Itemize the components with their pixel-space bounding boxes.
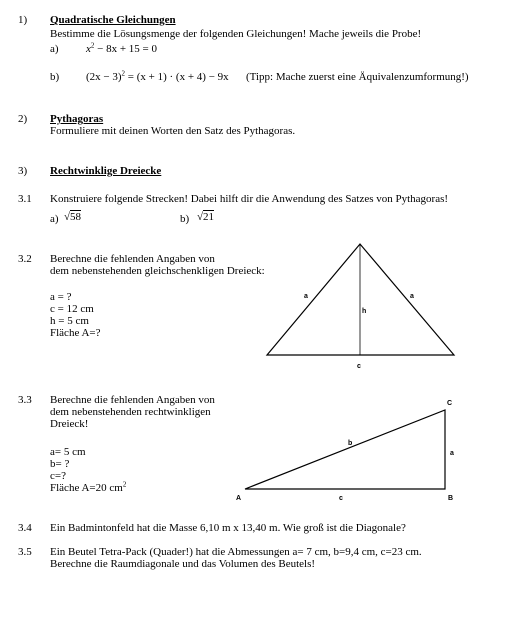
side-a-label: a <box>450 450 454 457</box>
task-3-2-given-c: c = 12 cm <box>50 303 94 315</box>
section-2-title: Pythagoras <box>50 113 104 125</box>
task-3-3-given-c: c=? <box>50 470 66 482</box>
task-1a-label: a) <box>50 43 59 55</box>
task-3-5-number: 3.5 <box>18 546 32 558</box>
task-3-2-line1: Berechne die fehlenden Angaben von <box>50 253 215 265</box>
task-3-2-given-area: Fläche A=? <box>50 327 101 339</box>
triangle-height-h: h <box>362 308 367 315</box>
section-3-number: 3) <box>18 165 28 177</box>
task-3-1-number: 3.1 <box>18 193 32 205</box>
task-3-1a-label: a) <box>50 213 59 225</box>
task-3-3-line2: dem nebenstehenden rechtwinkligen <box>50 406 211 418</box>
task-3-3-line1: Berechne die fehlenden Angaben von <box>50 394 215 406</box>
task-1b-label: b) <box>50 71 60 83</box>
task-3-3-given-b: b= ? <box>50 458 70 470</box>
task-3-2-given-h: h = 5 cm <box>50 315 89 327</box>
triangle-side-a-left: a <box>304 293 308 300</box>
side-b-label: b <box>348 440 353 447</box>
sqrt-icon: √ <box>64 211 71 223</box>
task-3-1-text: Konstruiere folgende Strecken! Dabei hilft dir die Anwendung des Satzes von Pythagoras! <box>50 193 449 205</box>
vertex-B: B <box>448 495 454 502</box>
task-3-3-line3: Dreieck! <box>50 418 89 430</box>
task-3-4-number: 3.4 <box>18 522 32 534</box>
triangle-side-a-right: a <box>410 293 414 300</box>
task-3-1b-label: b) <box>180 213 190 225</box>
task-3-2-line2: dem nebenstehenden gleichschenkligen Dreieck: <box>50 265 265 277</box>
section-2-instruction: Formuliere mit deinen Worten den Satz des Pythagoras. <box>50 125 296 137</box>
section-1-number: 1) <box>18 14 28 26</box>
task-3-5-line1: Ein Beutel Tetra-Pack (Quader!) hat die Abmessungen a= 7 cm, b=9,4 cm, c=23 cm. <box>50 546 422 558</box>
task-3-5-line2: Berechne die Raumdiagonale und das Volumen des Beutels! <box>50 558 316 570</box>
task-1b-tip: (Tipp: Mache zuerst eine Äquivalenzumformung!) <box>246 71 469 83</box>
sqrt-icon: √ <box>197 211 204 223</box>
section-2-number: 2) <box>18 113 28 125</box>
task-1a-equation: $x^2 - 8x + 15 = 0$ <box>86 41 158 55</box>
right-triangle <box>245 410 445 489</box>
section-1-instruction: Bestimme die Lösungsmenge der folgenden Gleichungen! Mache jeweils die Probe! <box>50 28 422 40</box>
task-3-3-given-area: Fläche A=20 $cm^2$ <box>50 480 127 494</box>
section-1-title: Quadratische Gleichungen <box>50 14 176 26</box>
task-3-1b-sqrt: √21 <box>197 211 215 223</box>
task-3-4-text: Ein Badmintonfeld hat die Masse 6,10 m x 13,40 m. Wie groß ist die Diagonale? <box>50 522 406 534</box>
task-3-1a-sqrt: √58 <box>64 211 82 223</box>
vertex-A: A <box>236 495 242 502</box>
section-3-title: Rechtwinklige Dreiecke <box>50 165 162 177</box>
task-3-2-given-a: a = ? <box>50 291 72 303</box>
task-3-3-given-a: a= 5 cm <box>50 446 86 458</box>
side-c-label: c <box>339 495 343 502</box>
vertex-C: C <box>447 400 453 407</box>
task-1b-equation: $(2x - 3)^2 = (x + 1) \cdot (x + 4) - 9x$ <box>86 69 229 83</box>
task-3-3-number: 3.3 <box>18 394 32 406</box>
task-3-2-number: 3.2 <box>18 253 32 265</box>
triangle-base-c: c <box>357 363 361 370</box>
